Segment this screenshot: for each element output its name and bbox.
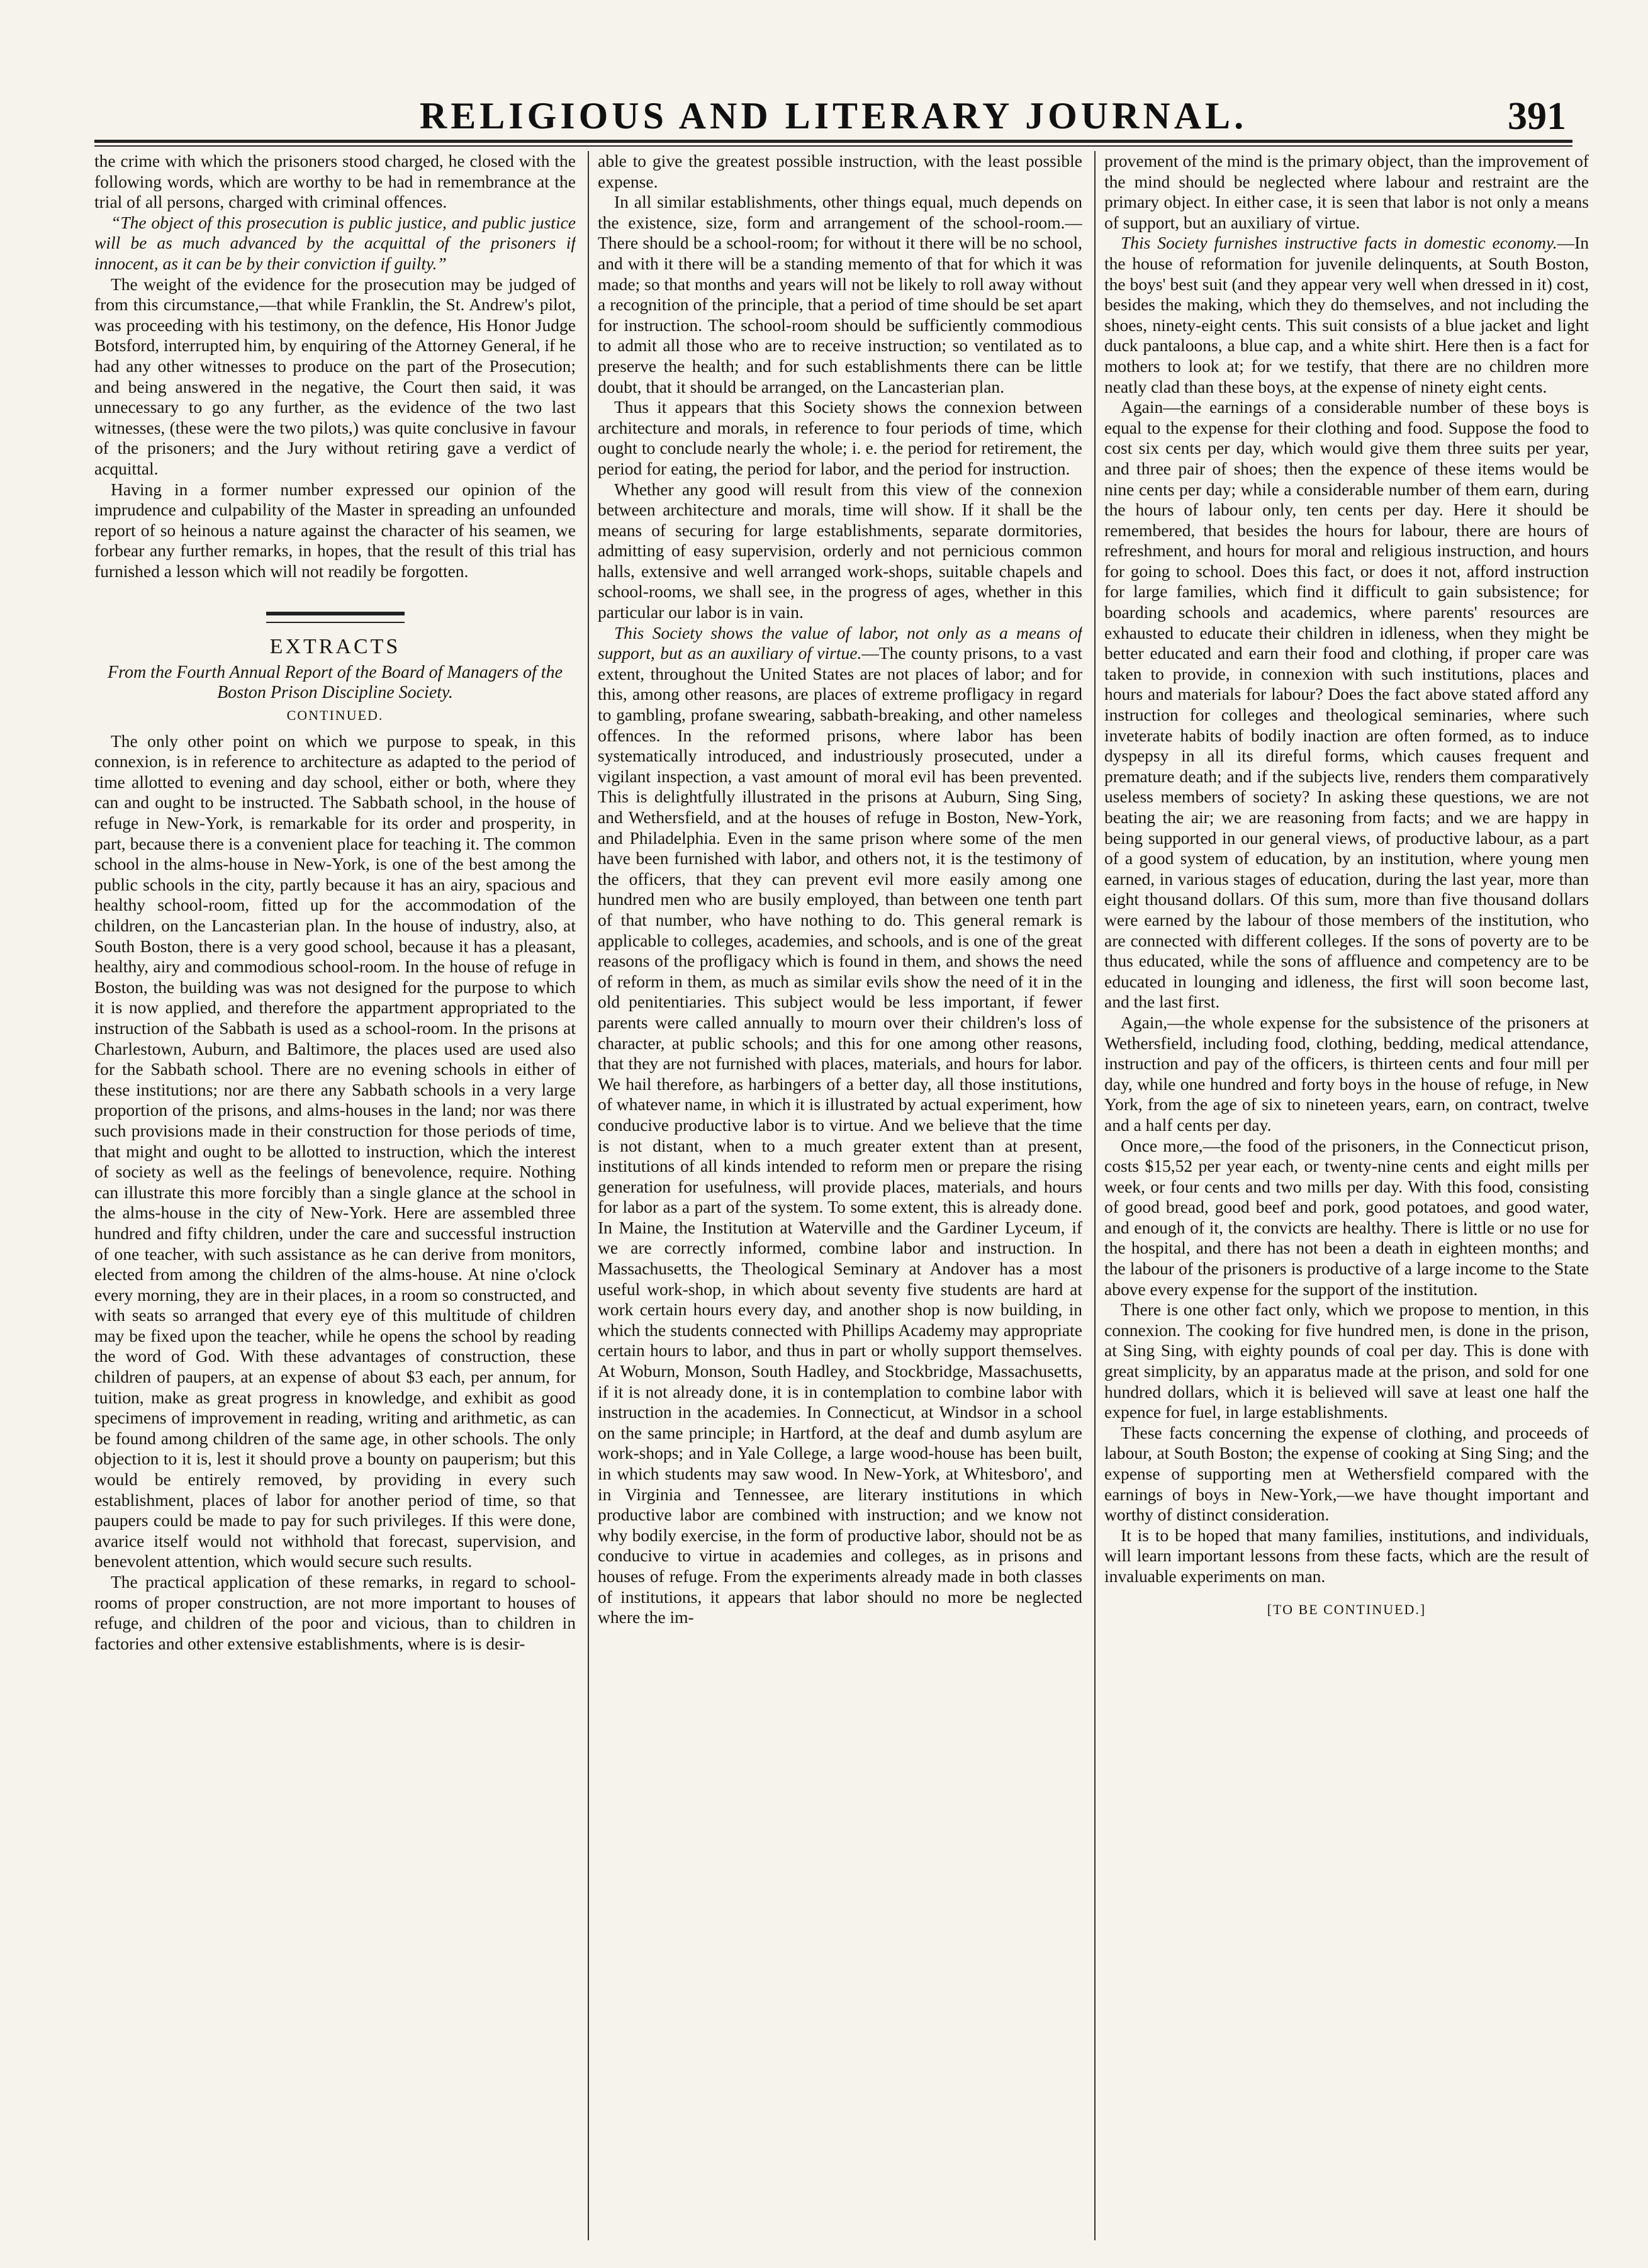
paragraph-body: —In the house of reformation for juvenile delinquents, at South Boston, the boys' best suit (and they appear very well when dressed in it) cost, besides the making, which they do themselves, and not including the shoes, ninety-eight cents. This suit consists of a blue jacket and light duck pantaloons, a blue cap, and a white shirt. Here then is a fact for mothers to look at; for we testify, that there are no children more neatly clad than these boys, at the expense of ninety eight cents. — [1104, 233, 1589, 396]
paragraph: Once more,—the food of the prisoners, in the Connecticut prison, costs $15,52 per year each, or twenty-nine cents and eight mills per week, or four cents and two mills per day. With this food, consisting of good bread, good beef and pork, good potatoes, and good water, and enough of it, the convicts are healthy. There is little or no use for the hospital, and there has not been a death in eighteen months; and the labour of the prisoners is productive of a large income to the State above every expense for the support of the institution. — [1104, 1135, 1589, 1299]
paragraph: The weight of the evidence for the prosecution may be judged of from this circumstance,—that while Franklin, the St. Andrew's pilot, was proceeding with his testimony, on the defence, His Honor Judge Botsford, interrupted him, by enquiring of the Attorney General, if he had any other witnesses to produce on the part of the Prosecution; and being answered in the negative, the Court then said, it was unnecessary to go any further, as the evidence of the two last witnesses, (these were the two pilots,) was quite conclusive in favour of the prisoners; and the Jury without retiring gave a verdict of acquittal. — [94, 274, 576, 478]
paragraph: Thus it appears that this Society shows the connexion between architecture and morals, in reference to four periods of time, which ought to conclude nearly the whole; i. e. the period for retirement, the period for eating, the period for labor, and the period for instruction. — [598, 397, 1082, 478]
column-left — [94, 151, 576, 2240]
italic-lead: This Society furnishes instructive facts in domestic economy. — [1121, 233, 1557, 253]
quote-paragraph: “The object of this prosecution is public justice, and public justice will be as much advanced by the acquittal of the prisoners if innocent, as it can be by their conviction if guilty.” — [94, 212, 576, 273]
paragraph: Again,—the whole expense for the subsistence of the prisoners at Wethersfield, including food, clothing, bedding, medical attendance, instruction and pay of the officers, is thirteen cents and four mill per day, while one hundred and forty boys in the house of refuge, in New York, from the age of six to nineteen years, earn, on contract, twelve and a half cents per day. — [1104, 1012, 1589, 1135]
section-rule — [266, 612, 405, 623]
paragraph — [598, 623, 1082, 1628]
paragraph — [1104, 233, 1589, 397]
paragraph-body: —The county prisons, to a vast extent, throughout the United States are not places of labor; and for this, among other reasons, are places of extreme profligacy in regard to gambling, profane swearing, sabbath-breaking, and other nameless offences. In the reformed prisons, where labor has been systematically introduced, and industriously prosecuted, under a vigilant inspection, a vast amount of moral evil has been prevented. This is delightfully illustrated in the prisons at Auburn, Sing Sing, and Wethersfield, and at the houses of refuge in Boston, New-York, and Philadelphia. Even in the same prison where some of the men have been furnished with labor, and others not, it is the testimony of the officers, that they can prevent evil more easily among one hundred men who are busily employed, than between one tenth part of that number, who have nothing to do. This general remark is applicable to colleges, academies, and schools, and is one of the great reasons of the profligacy which is found in them, and shows the need of reform in them, as much as similar evils show the need of it in the old penitentiaries. This subject would be less important, if fewer parents were called annually to mourn over their children's loss of character, at public schools; and this for one among other reasons, that they are not furnished with places, materials, and hours for labor. We hail therefore, as harbingers of a better day, all those institutions, of whatever name, in which it is illustrated by actual experiment, how conducive productive labor is to virtue. And we believe that the time is not distant, when to a much greater extent than at present, institutions of all kinds intended to reform men or prepare the rising generation for usefulness, will provide places, materials, and hours for labor as a part of the system. To some extent, this is already done. In Maine, the Institution at Waterville and the Gardiner Lyceum, if we are correctly informed, combine labor and instruction. In Massachusetts, the Theological Seminary at Andover has a most useful work-shop, in which about seventy five students are hard at work certain hours every day, and another shop is now building, in which the students connected with Phillips Academy may appropriate certain hours to labor, and thus in part or wholly support themselves. At Woburn, Monson, South Hadley, and Stockbridge, Massachusetts, if it is not already done, it is in contemplation to combine labor with instruction in the academies. In Connecticut, at Windsor in a school on the same principle; in Hartford, at the deaf and dumb asylum are work-shops; and in Yale College, a large wood-house has been built, in which students may saw wood. In New-York, at Whitesboro', and in Virginia and Tennessee, are literary institutions in which productive labor are combined with instruction; and we know not why bodily exercise, in the form of productive labor, should not be as conducive to virtue in academies and colleges, as in prisons and houses of refuge. From the experiments already made in both classes of institutions, it appears that labor should no more be neglected where the im- — [598, 643, 1082, 1627]
column-middle — [598, 151, 1082, 2240]
paragraph: There is one other fact only, which we propose to mention, in this connexion. The cooking for five hundred men, is done in the prison, at Sing Sing, with eighty pounds of coal per day. This is done with great simplicity, by an apparatus made at the prison, and sold for one hundred dollars, which it is believed will save at least one half the expence for fuel, in large establishments. — [1104, 1300, 1589, 1422]
section-continued-label: CONTINUED. — [286, 707, 384, 724]
header-rule — [94, 140, 1572, 147]
running-head: RELIGIOUS AND LITERARY JOURNAL. — [419, 95, 1248, 137]
paragraph: The practical application of these remarks, in regard to school-rooms of proper construction, are not more important to houses of refuge, and children of the poor and vicious, than to children in factories and other extensive establishments, where is is desir- — [94, 1572, 576, 1653]
italic-lead: This Society shows the value of labor, not only as a means of support, but as an auxiliary of virtue. — [598, 622, 1082, 663]
paragraph: Whether any good will result from this view of the connexion between architecture and morals, time will show. If it shall be the means of securing for large establishments, separate dormitories, admitting of easy supervision, orderly and not pernicious common halls, extensive and well arranged work-shops, suitable chapels and school-rooms, we shall see, in the progress of ages, whether in this particular our labor is in vain. — [598, 479, 1082, 622]
paragraph: It is to be hoped that many families, institutions, and individuals, will learn important lessons from these facts, which are the result of invaluable experiments on man. — [1104, 1525, 1589, 1586]
column-right — [1104, 151, 1589, 2240]
paragraph: In all similar establishments, other things equal, much depends on the existence, size, form and arrangement of the school-room.—There should be a school-room; for without it there will be no school, and with it there will be a standing memento of that for which it was made; so that months and years will not be likely to roll away without a recognition of the principle, that a period of time should be set apart for instruction. The school-room should be sufficiently commodious to admit all those who are to receive instruction; so ventilated as to preserve the health; and for such establishments there can be little doubt, that it should be arranged, on the Lancasterian plan. — [598, 192, 1082, 396]
paragraph: provement of the mind is the primary object, than the improvement of the mind should be neglected where labour and restraint are the primary object. In either case, it is seen that labor is not only a means of support, but an auxiliary of virtue. — [1104, 151, 1589, 232]
page-header — [94, 94, 1572, 138]
paragraph: Having in a former number expressed our opinion of the imprudence and culpability of the Master in spreading an unfounded report of so heinous a nature against the character of his seamen, we forbear any further remarks, in hopes, that the result of this trial has furnished a lesson which will not readily be forgotten. — [94, 479, 576, 581]
column-divider — [588, 151, 589, 2240]
page-number: 391 — [1508, 95, 1566, 138]
column-divider — [1094, 151, 1096, 2240]
paragraph: the crime with which the prisoners stood charged, he closed with the following words, which are worthy to be had in remembrance at the trial of all persons, charged with criminal offences. — [94, 151, 576, 212]
to-be-continued-label: [TO BE CONTINUED.] — [1267, 1601, 1427, 1617]
paragraph: Again—the earnings of a considerable number of these boys is equal to the expense for their clothing and food. Suppose the food to cost six cents per day, which would give them three suits per year, and three pair of shoes; then the expence of these items would be nine cents per day; while a considerable number of them earn, during the hours of labour only, ten cents per day. Here it should be remembered, that besides the hours for labour, there are hours of refreshment, and hours for moral and religious instruction, and hours for going to school. Does this fact, or does it not, afford instruction for large families, which find it difficult to gain subsistence; for boarding schools and academics, where parents' resources are exhausted to educate their children in idleness, when they might be better educated and earn their food and clothing, if proper care was taken to provide, in connexion with such institutions, places and hours and materials for labour? Does the fact above stated afford any instruction for colleges and theological seminaries, where such inveterate habits of bodily inaction are often formed, as to induce dyspepsy in all its direful forms, which causes frequent and premature death; and if the subjects live, renders them comparatively useless members of society? In asking these questions, we are not beating the air; we are reasoning from facts; and we are happy in being supported in our general views, of productive labour, as a part of a good system of education, by an institution, where young men earned, in various stages of education, during the last year, more than eight thousand dollars. Of this sum, more than five thousand dollars were earned by the labour of those members of the institution, who are connected with different colleges. If the sons of poverty are to be thus educated, while the sons of affluence and competency are to be educated in lounging and idleness, the first will soon become last, and the last first. — [1104, 397, 1589, 1012]
paragraph: able to give the greatest possible instruction, with the least possible expense. — [598, 151, 1082, 191]
paragraph: These facts concerning the expense of clothing, and proceeds of labour, at South Boston; the expense of cooking at Sing Sing; and the expense of supporting men at Wethersfield compared with the earnings of boys in New-York,—we have thought important and worthy of distinct consideration. — [1104, 1422, 1589, 1525]
section-subtitle: From the Fourth Annual Report of the Board of Managers of the Boston Prison Discipline Society. — [107, 663, 563, 703]
text-columns — [94, 151, 1589, 2240]
section-title: EXTRACTS — [269, 635, 401, 659]
paragraph: The only other point on which we purpose to speak, in this connexion, is in reference to architecture as adapted to the period of time allotted to evening and day school, either or both, where they can and ought to be instructed. The Sabbath school, in the house of refuge in New-York, is remarkable for its order and prosperity, in part, because there is a convenient place for teaching it. The common school in the alms-house in New-York, is one of the best among the public schools in the city, partly because it has an airy, spacious and healthy school-room, fitted up for the accommodation of the children, on the Lancasterian plan. In the house of industry, also, at South Boston, there is a very good school, because it has a pleasant, healthy, airy and commodious school-room. In the house of refuge in Boston, the building was was not designed for the purpose to which it is now applied, and therefore the appartment appropriated to the instruction of the Sabbath is used as a school-room. In the prisons at Charlestown, Auburn, and Baltimore, the places used are used also for the Sabbath school. There are no evening schools in either of these institutions; nor are there any Sabbath schools in a very large proportion of the prisons, and alms-houses in the land; nor was there such provisions made in their construction for those periods of time, that might and ought to be allotted to instruction, which the interest of society as well as the feelings of benevolence, require. Nothing can illustrate this more forcibly than a single glance at the school in the alms-house in the city of New-York. Here are assembled three hundred and fifty children, under the care and successful instruction of one teacher, with such assistance as he can derive from monitors, elected from among the children of the alms-house. At nine o'clock every morning, they are in their places, in a room so constructed, and with seats so arranged that every eye of this multitude of children may be fixed upon the teacher, while he opens the school by reading the word of God. With these advantages of construction, these children of paupers, at an expense of about $3 each, per annum, for tuition, make as great progress in knowledge, and exhibit as good specimens of improvement in reading, writing and arithmetic, as can be found among children of the same age, in other schools. The only objection to it is, lest it should prove a bounty on pauperism; but this would be entirely removed, by providing in every such establishment, places of labor for another period of time, so that paupers could be made to pay for such privileges. If this were done, avarice itself would not withhold that forecast, supervision, and benevolent attention, which would secure such results. — [94, 731, 576, 1571]
